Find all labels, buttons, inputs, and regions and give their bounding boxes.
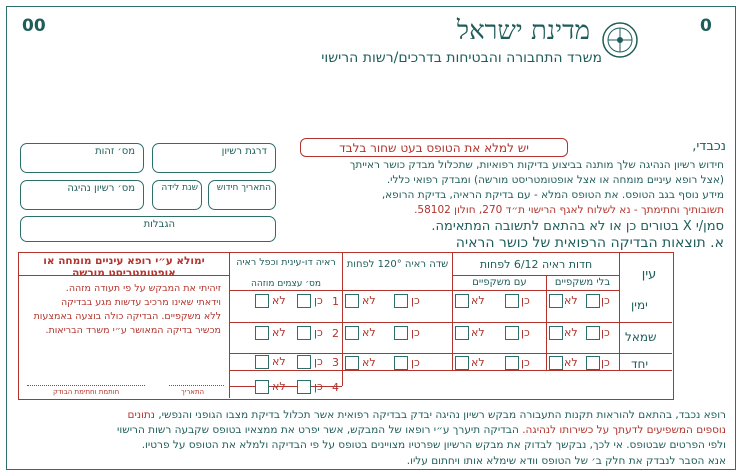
visual-field-header: שדה ראיה 120° לפחות bbox=[346, 259, 449, 270]
yes-label: כן bbox=[411, 326, 420, 339]
license-number-field[interactable] bbox=[20, 180, 144, 210]
yes-label: כן bbox=[601, 356, 610, 369]
binocular-no-label: לא bbox=[272, 355, 286, 368]
footer-line-2: נוספים המשפיעים לדעתך על כשירותו לנהיגה. הבדיקה תיערך ע״י רופאו של המבקש, אשר יפרט את ממצאיו בטופס שקבעה רשות הרישוי bbox=[117, 424, 726, 436]
binocular-row-number: 4 bbox=[332, 381, 339, 394]
license-grade-label: דרגת רשיון bbox=[221, 146, 267, 157]
no-label: לא bbox=[471, 326, 485, 339]
no-label: לא bbox=[471, 294, 485, 307]
doctor-text-2: וידאתי שאינו מרכיב עדשות מגע בבדיקה bbox=[60, 297, 221, 308]
no-checkbox[interactable] bbox=[455, 294, 469, 308]
binocular-no-checkbox[interactable] bbox=[255, 355, 269, 369]
no-label: לא bbox=[471, 356, 485, 369]
binocular-yes-label: כן bbox=[314, 355, 323, 368]
no-label: לא bbox=[564, 356, 578, 369]
yes-checkbox[interactable] bbox=[505, 326, 519, 340]
binocular-no-label: לא bbox=[272, 380, 286, 393]
row-left-eye: שמאל bbox=[625, 330, 657, 344]
birth-year-field[interactable] bbox=[152, 180, 202, 210]
binocular-no-checkbox[interactable] bbox=[255, 380, 269, 394]
binocular-no-label: לא bbox=[272, 294, 286, 307]
yes-label: כן bbox=[411, 356, 420, 369]
no-checkbox[interactable] bbox=[549, 356, 563, 370]
yes-label: כן bbox=[521, 326, 530, 339]
yes-checkbox[interactable] bbox=[586, 356, 600, 370]
vision-results-table bbox=[18, 252, 674, 400]
yes-checkbox[interactable] bbox=[505, 294, 519, 308]
row-right-eye: ימין bbox=[631, 298, 648, 312]
binocular-yes-label: כן bbox=[314, 380, 323, 393]
restrictions-field[interactable] bbox=[20, 216, 276, 242]
no-label: לא bbox=[362, 326, 376, 339]
no-checkbox[interactable] bbox=[455, 356, 469, 370]
restrictions-label: הגבלות bbox=[143, 219, 175, 230]
binocular-no-checkbox[interactable] bbox=[255, 294, 269, 308]
yes-label: כן bbox=[601, 326, 610, 339]
id-number-field[interactable] bbox=[20, 143, 144, 173]
with-glasses-header: עם משקפיים bbox=[472, 277, 527, 288]
section-a-title: א. תוצאות הבדיקה הרפואית של כושר הראיה bbox=[455, 235, 724, 251]
birth-year-label: שנת לידה bbox=[161, 183, 198, 193]
renewal-date-label: התאריך חידוש bbox=[216, 183, 271, 193]
license-grade-field[interactable] bbox=[152, 143, 276, 173]
yes-checkbox[interactable] bbox=[586, 326, 600, 340]
binocular-row-number: 1 bbox=[332, 295, 339, 308]
yes-checkbox[interactable] bbox=[505, 356, 519, 370]
form-code-left: 00 bbox=[22, 16, 46, 36]
yes-label: כן bbox=[521, 356, 530, 369]
binocular-yes-label: כן bbox=[314, 294, 323, 307]
binocular-yes-label: כן bbox=[314, 326, 323, 339]
binocular-no-label: לא bbox=[272, 326, 286, 339]
yes-checkbox[interactable] bbox=[394, 294, 408, 308]
footer-line-4: אנא הסבר לנבדק את חלק ב׳ של הטופס וודא שימלא אותו ויחתום עליו. bbox=[406, 455, 726, 467]
binocular-no-checkbox[interactable] bbox=[255, 326, 269, 340]
no-checkbox[interactable] bbox=[345, 294, 359, 308]
doctor-box-title: ימולא ע״י רופא עיניים מומחה או אופטומטריסט מורשה bbox=[43, 255, 205, 279]
mark-instruction: סמן/י X בטורים כן או לא בהתאם לתשובה המתאימה. bbox=[431, 219, 724, 234]
state-emblem-icon bbox=[600, 20, 640, 60]
eye-header: עין bbox=[641, 267, 657, 282]
doctor-text-3: ללא משקפיים. הבדיקה כולה בוצעה באמצעות bbox=[33, 311, 221, 322]
no-checkbox[interactable] bbox=[455, 326, 469, 340]
yes-checkbox[interactable] bbox=[394, 356, 408, 370]
binocular-yes-checkbox[interactable] bbox=[297, 326, 311, 340]
binocular-subheader: מס׳ עצמים מוזהה bbox=[251, 279, 321, 289]
header-subtitle: משרד התחבורה והבטיחות בדרכים/רשות הרישוי bbox=[321, 50, 602, 66]
intro-line-1: חידוש רשיון הנהיגה שלך מותנה בביצוע בדיקות רפואיות, שתכלול מבדק כושר ראייתך bbox=[349, 159, 724, 171]
intro-line-2: (אצל רופא עיניים מומחה או אצל אופטומטריסט מורשה) ומבדק רפואי כללי. bbox=[386, 174, 724, 186]
binocular-yes-checkbox[interactable] bbox=[297, 355, 311, 369]
binocular-header: ראיה דו-עינית וכפל ראיה bbox=[236, 257, 336, 268]
no-checkbox[interactable] bbox=[549, 294, 563, 308]
no-label: לא bbox=[564, 294, 578, 307]
no-label: לא bbox=[362, 356, 376, 369]
footer-line-1: רופא נכבד, בהתאם להוראות תקנות התעבורה מבקש רשיון נהיגה יבדק בבדיקה רפואית אשר תכלול בדיקת מצבו הגופני והנפשי, נתונים bbox=[127, 409, 726, 421]
no-label: לא bbox=[564, 326, 578, 339]
date-label: התאריך bbox=[181, 388, 205, 396]
id-number-label: מס׳ זהות bbox=[95, 146, 135, 157]
binocular-yes-checkbox[interactable] bbox=[297, 380, 311, 394]
yes-checkbox[interactable] bbox=[394, 326, 408, 340]
greeting: נכבדי, bbox=[692, 139, 726, 154]
intro-line-4: תשובותיך וחתימתך - נא לשלוח לאגף הרישוי ת״ד 270, חולון 58102. bbox=[414, 204, 724, 216]
signature-label: חותמת וחתימת הבודק bbox=[53, 388, 120, 396]
form-code-right: 0 bbox=[700, 16, 712, 36]
yes-label: כן bbox=[411, 294, 420, 307]
no-checkbox[interactable] bbox=[345, 356, 359, 370]
yes-label: כן bbox=[521, 294, 530, 307]
doctor-text-1: זיהיתי את המבקש על פי תעודה מזהה. bbox=[65, 283, 221, 294]
binocular-row-number: 3 bbox=[332, 356, 339, 369]
intro-line-3: מידע נוסף בגב הטופס. את הטופס המלא - עם בדיקת הראיה, בדיקת הרופא, bbox=[381, 189, 724, 201]
yes-checkbox[interactable] bbox=[586, 294, 600, 308]
renewal-date-field[interactable] bbox=[208, 180, 276, 210]
binocular-yes-checkbox[interactable] bbox=[297, 294, 311, 308]
binocular-row-number: 2 bbox=[332, 327, 339, 340]
no-checkbox[interactable] bbox=[345, 326, 359, 340]
footer-line-3: ולפי הפרטים שבטופס. אי לכך, נבקשך לבדוק את מבקש הרשיון שפרטיו מצויינים בטופס על פי הבדיקה ולמלא את הטופס על פרטיו. bbox=[141, 439, 726, 451]
row-both-eyes: יחד bbox=[631, 357, 649, 371]
yes-label: כן bbox=[601, 294, 610, 307]
no-checkbox[interactable] bbox=[549, 326, 563, 340]
doctor-text-4: מכשיר בדיקה המאושר ע״י משרד הבריאות. bbox=[45, 325, 221, 336]
acuity-header: חדות ראיה 6/12 לפחות bbox=[479, 258, 593, 271]
no-label: לא bbox=[362, 294, 376, 307]
without-glasses-header: בלי משקפיים bbox=[554, 277, 611, 288]
black-pen-notice: יש למלא את הטופס בעט שחור בלבד bbox=[300, 138, 568, 157]
license-number-label: מס׳ רשיון נהיגה bbox=[67, 183, 135, 194]
header-title: מדינת ישראל bbox=[456, 16, 590, 46]
